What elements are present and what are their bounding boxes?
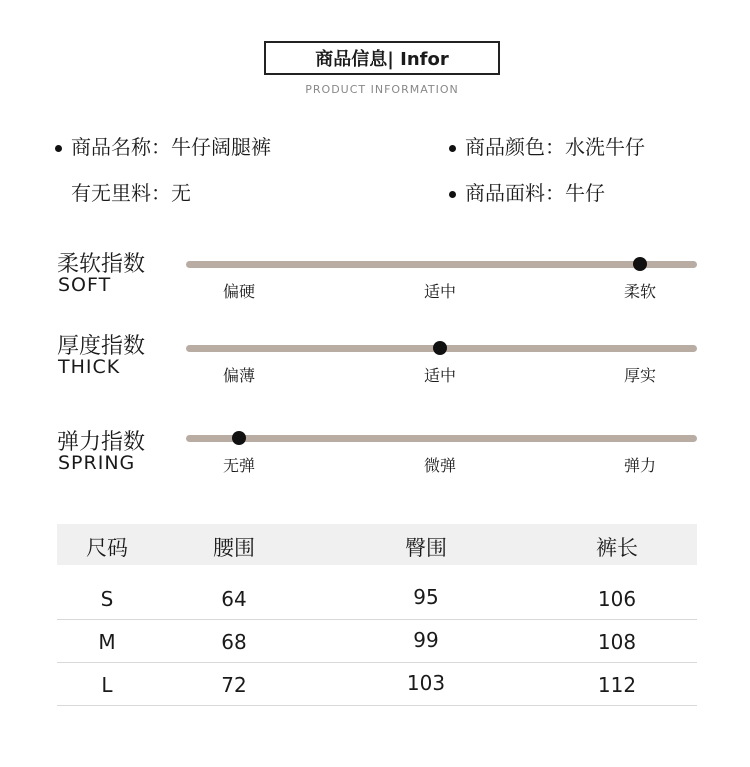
spring-index-en: SPRING bbox=[58, 452, 136, 474]
table-cell: L bbox=[101, 673, 113, 697]
info-product-color bbox=[449, 131, 645, 160]
spring-index-knob bbox=[232, 431, 246, 445]
table-cell: 68 bbox=[221, 630, 247, 654]
table-row-divider bbox=[57, 619, 697, 620]
info-fabric-text: 商品面料：牛仔 bbox=[465, 181, 605, 205]
spring-index-title: 弹力指数 bbox=[57, 430, 146, 455]
bullet-dot bbox=[55, 145, 62, 152]
info-product-name-text: 商品名称：牛仔阔腿裤 bbox=[71, 135, 271, 159]
soft-index-title: 柔软指数 bbox=[57, 252, 146, 277]
info-product-color-text: 商品颜色：水洗牛仔 bbox=[465, 135, 645, 159]
table-cell: 72 bbox=[221, 673, 247, 697]
section-subtitle: PRODUCT INFORMATION bbox=[305, 83, 459, 96]
table-cell: S bbox=[100, 587, 114, 611]
thick-index-label-low: 偏薄 bbox=[222, 366, 255, 385]
info-fabric bbox=[449, 177, 605, 206]
table-cell: 64 bbox=[221, 587, 247, 611]
table-header-length: 裤长 bbox=[596, 536, 638, 560]
info-product-name bbox=[55, 131, 271, 160]
table-header-waist: 腰围 bbox=[213, 536, 255, 560]
thick-index-title: 厚度指数 bbox=[57, 334, 146, 359]
soft-index-label-high: 柔软 bbox=[623, 282, 656, 301]
thick-index-en: THICK bbox=[58, 356, 121, 378]
thick-index-knob bbox=[433, 341, 447, 355]
table-row-divider bbox=[57, 705, 697, 706]
thick-index-label-high: 厚实 bbox=[623, 366, 656, 385]
table-cell: 95 bbox=[413, 585, 439, 609]
soft-index-label-mid: 适中 bbox=[423, 282, 456, 301]
table-row-divider bbox=[57, 662, 697, 663]
table-header-hip: 臀围 bbox=[405, 536, 447, 560]
info-lining bbox=[55, 177, 191, 206]
spring-index-label-mid: 微弹 bbox=[423, 456, 456, 475]
soft-index-knob bbox=[633, 257, 647, 271]
soft-index-en: SOFT bbox=[58, 274, 112, 296]
table-cell: M bbox=[98, 630, 116, 654]
table-cell: 108 bbox=[597, 630, 637, 654]
table-header-size: 尺码 bbox=[86, 536, 128, 560]
table-cell: 112 bbox=[597, 673, 637, 697]
thick-index-label-mid: 适中 bbox=[423, 366, 456, 385]
bullet-dot bbox=[449, 191, 456, 198]
spring-index-label-high: 弹力 bbox=[623, 456, 656, 475]
section-title: 商品信息| Infor bbox=[264, 41, 500, 75]
soft-index-track bbox=[186, 261, 697, 268]
table-cell: 106 bbox=[597, 587, 637, 611]
table-cell: 99 bbox=[413, 628, 439, 652]
table-cell: 103 bbox=[406, 671, 446, 695]
spring-index-track bbox=[186, 435, 697, 442]
info-lining-text: 有无里料：无 bbox=[71, 181, 191, 205]
soft-index-label-low: 偏硬 bbox=[222, 282, 255, 301]
spring-index-label-low: 无弹 bbox=[222, 456, 255, 475]
bullet-dot bbox=[449, 145, 456, 152]
